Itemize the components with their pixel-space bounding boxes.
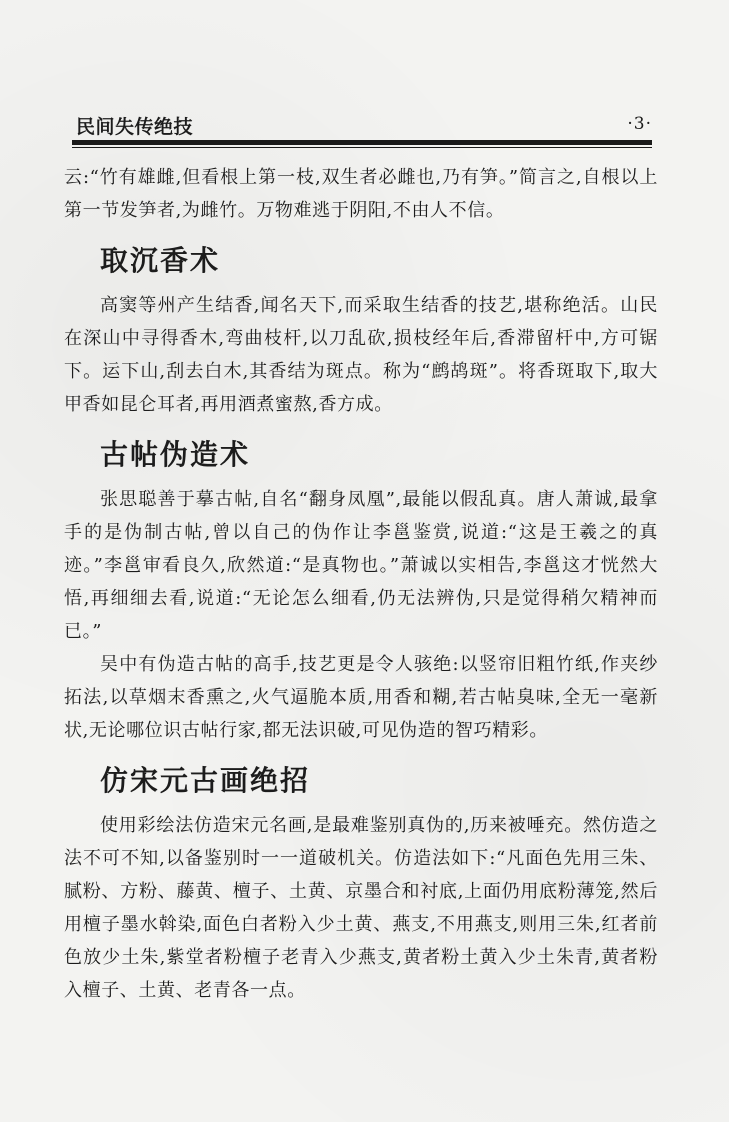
header-rule-thick — [72, 140, 652, 145]
section-heading-gutie: 古帖伪造术 — [100, 438, 251, 471]
section-heading-fanghua: 仿宋元古画绝招 — [100, 764, 311, 797]
section-paragraph: 使用彩绘法仿造宋元名画,是最难鉴别真伪的,历来被唾充。然仿造之法不可不知,以备鉴别时一一道破机关。仿造法如下:“凡面色先用三朱、腻粉、方粉、藤黄、檀子、土黄、京墨合和衬底,上面仍用底粉薄笼,然后用檀子墨水斡染,面色白者粉入少土黄、燕支,不用燕支,则用三朱,红者前色放少土朱,紫堂者粉檀子老青入少燕支,黄者粉土黄入少土朱青,黄者粉入檀子、土黄、老青各一点。 — [64, 815, 658, 1001]
header-rule-thin — [72, 147, 652, 148]
section-paragraph: 吴中有伪造古帖的高手,技艺更是令人骇绝:以竖帘旧粗竹纸,作夹纱拓法,以草烟末香熏之,火气逼脆本质,用香和糊,若古帖臭味,全无一毫新状,无论哪位识古帖行家,都无法识破,可见伪造的智巧精彩。 — [64, 654, 658, 741]
section-heading-chenxiang: 取沉香术 — [100, 244, 221, 277]
section-paragraph: 张思聪善于摹古帖,自名“翻身凤凰”,最能以假乱真。唐人萧诚,最拿手的是伪制古帖,曾以自己的伪作让李邕鉴赏,说道:“这是王羲之的真迹。”李邕审看良久,欣然道:“是真物也。”萧诚以实相告,李邕这才恍然大悟,再细细去看,说道:“无论怎么细看,仍无法辨伪,只是觉得稍欠精神而已。” — [64, 489, 658, 642]
page-number: ·3· — [627, 114, 652, 134]
page-body — [64, 161, 658, 1007]
running-header — [72, 112, 652, 142]
intro-paragraph: 云:“竹有雄雌,但看根上第一枝,双生者必雌也,乃有笋。”简言之,自根以上第一节发笋者,为雌竹。万物难逃于阴阳,不由人不信。 — [64, 167, 658, 221]
book-title: 民间失传绝技 — [76, 116, 194, 138]
section-paragraph: 高窦等州产生结香,闻名天下,而采取生结香的技艺,堪称绝活。山民在深山中寻得香木,弯曲枝杆,以刀乱砍,损枝经年后,香滞留杆中,方可锯下。运下山,刮去白木,其香结为斑点。称为“鹧鸪斑”。将香斑取下,取大甲香如昆仑耳者,再用酒煮蜜熬,香方成。 — [64, 295, 658, 415]
